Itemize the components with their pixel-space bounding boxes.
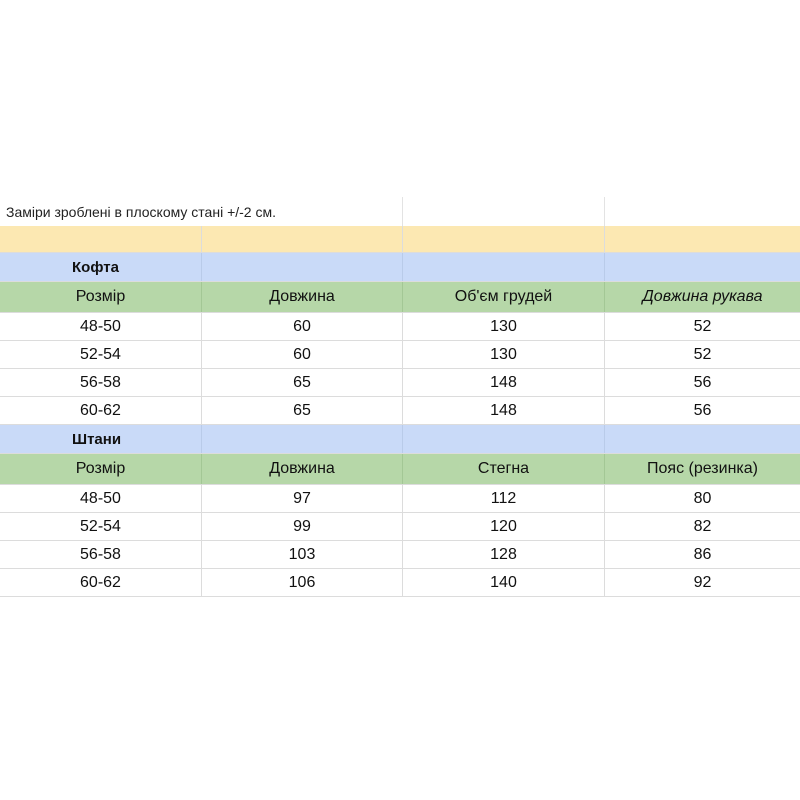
cell[interactable]	[0, 226, 202, 252]
cell[interactable]	[605, 226, 800, 252]
chest-cell[interactable]: 130	[403, 313, 605, 340]
size-cell[interactable]: 56-58	[0, 369, 202, 396]
sleeve-cell[interactable]: 56	[693, 373, 712, 391]
size-chart-sheet	[0, 197, 800, 597]
length-cell[interactable]: 65	[202, 369, 403, 396]
section-title-kofta[interactable]: Кофта	[0, 253, 202, 281]
length-cell[interactable]: 106	[202, 569, 403, 596]
waist-cell[interactable]: 80	[693, 489, 712, 507]
length-cell[interactable]: 60	[202, 341, 403, 368]
note-row	[0, 197, 800, 226]
header-size[interactable]: Розмір	[0, 282, 202, 312]
chest-cell[interactable]: 130	[403, 341, 605, 368]
cell[interactable]	[202, 425, 403, 453]
size-cell[interactable]: 56-58	[0, 541, 202, 568]
length-cell[interactable]: 99	[202, 513, 403, 540]
length-cell[interactable]: 65	[202, 397, 403, 424]
cell[interactable]	[403, 425, 605, 453]
cell[interactable]	[403, 253, 605, 281]
table-row	[0, 541, 800, 569]
hips-cell[interactable]: 128	[403, 541, 605, 568]
header-length[interactable]: Довжина	[202, 454, 403, 484]
cell[interactable]	[605, 425, 800, 453]
cell[interactable]	[202, 253, 403, 281]
waist-cell[interactable]: 86	[693, 545, 712, 563]
header-row	[0, 282, 800, 313]
measurement-note[interactable]: Заміри зроблені в плоскому стані +/-2 см.	[6, 203, 276, 220]
header-length[interactable]: Довжина	[202, 282, 403, 312]
length-cell[interactable]: 60	[202, 313, 403, 340]
hips-cell[interactable]: 120	[403, 513, 605, 540]
chest-cell[interactable]: 148	[403, 397, 605, 424]
length-cell[interactable]: 103	[202, 541, 403, 568]
sleeve-cell[interactable]: 52	[693, 345, 712, 363]
waist-cell[interactable]: 82	[693, 517, 712, 535]
size-cell[interactable]: 52-54	[0, 513, 202, 540]
header-chest[interactable]: Об'єм грудей	[403, 282, 605, 312]
table-row	[0, 341, 800, 369]
table-row	[0, 569, 800, 597]
table-row	[0, 369, 800, 397]
length-cell[interactable]: 97	[202, 485, 403, 512]
size-cell[interactable]: 48-50	[0, 313, 202, 340]
header-sleeve-length[interactable]: Довжина рукава	[642, 288, 763, 305]
cell[interactable]	[202, 226, 403, 252]
sleeve-cell[interactable]: 56	[693, 401, 712, 419]
size-cell[interactable]: 52-54	[0, 341, 202, 368]
header-row	[0, 454, 800, 485]
yellow-band-row	[0, 226, 800, 253]
waist-cell[interactable]: 92	[693, 573, 712, 591]
section-title-row	[0, 253, 800, 282]
section-title-row	[0, 425, 800, 454]
cell[interactable]	[605, 253, 800, 281]
table-row	[0, 513, 800, 541]
size-cell[interactable]: 48-50	[0, 485, 202, 512]
header-hips[interactable]: Стегна	[403, 454, 605, 484]
table-row	[0, 397, 800, 425]
header-size[interactable]: Розмір	[0, 454, 202, 484]
sleeve-cell[interactable]: 52	[693, 317, 712, 335]
size-cell[interactable]: 60-62	[0, 397, 202, 424]
header-waist[interactable]: Пояс (резинка)	[647, 460, 758, 477]
cell[interactable]	[403, 226, 605, 252]
hips-cell[interactable]: 140	[403, 569, 605, 596]
chest-cell[interactable]: 148	[403, 369, 605, 396]
hips-cell[interactable]: 112	[403, 485, 605, 512]
size-cell[interactable]: 60-62	[0, 569, 202, 596]
table-row	[0, 485, 800, 513]
table-row	[0, 313, 800, 341]
section-title-shtany[interactable]: Штани	[0, 425, 202, 453]
